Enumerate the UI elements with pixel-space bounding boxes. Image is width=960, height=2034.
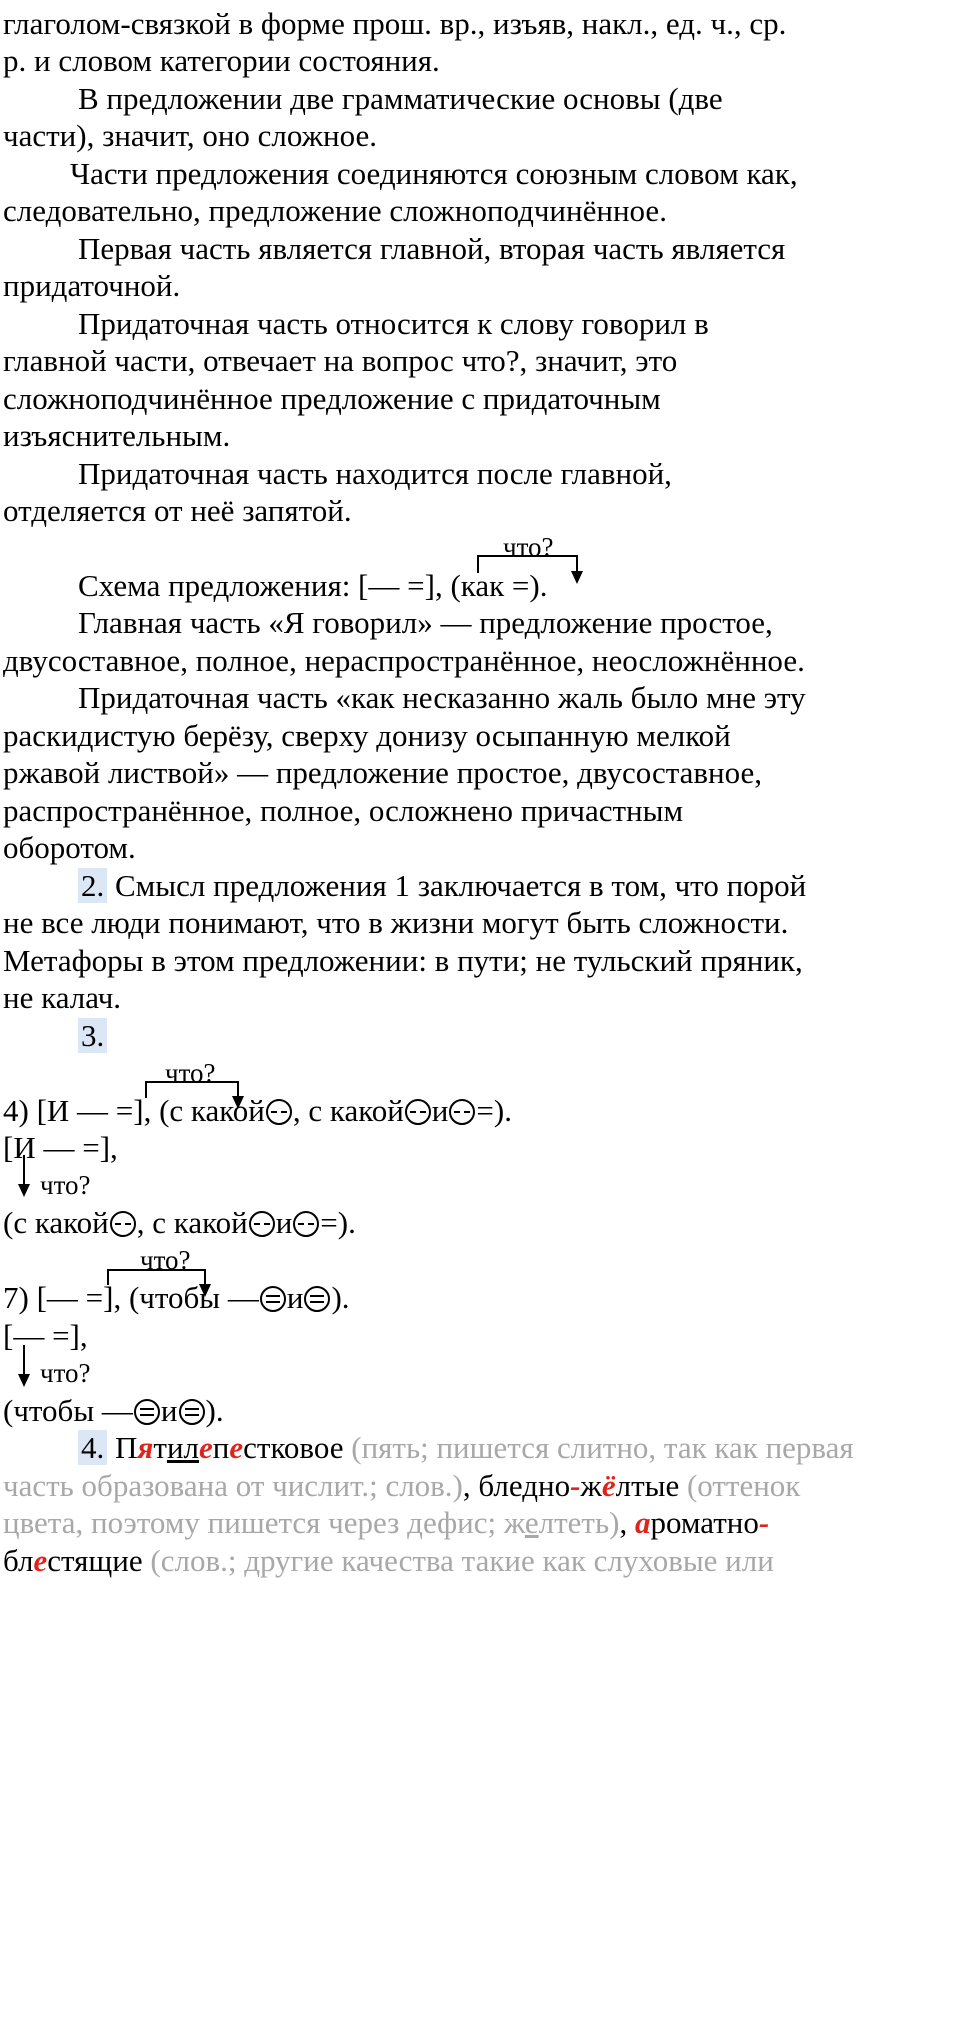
question-label: что?: [40, 1358, 91, 1388]
text-line: В предложении две грамматические основы (две: [78, 81, 723, 116]
text-line: Части предложения соединяются союзным словом как,: [70, 156, 798, 191]
scheme-4-sub: (с какой , с какой и =).: [3, 1205, 356, 1240]
circle-equals-icon: [134, 1399, 160, 1425]
question-label: что?: [140, 1245, 191, 1275]
text-line: следовательно, предложение сложноподчинённое.: [3, 193, 667, 228]
text-line: [78, 1431, 854, 1465]
text-line: не калач.: [3, 980, 122, 1015]
text-line: сложноподчинённое предложение с придаточным: [3, 381, 661, 416]
scheme-line: Схема предложения: [— =], (как =).: [78, 568, 548, 603]
scheme-4-line: 4) [И — =], (с какой , с какой и =).: [3, 1093, 512, 1128]
comment: цвета, поэтому пишется через дефис; ж: [3, 1505, 525, 1540]
text-line: Придаточная часть «как несказанно жаль было мне эту: [78, 680, 806, 715]
text-line: оборотом.: [3, 830, 136, 865]
text-line: Главная часть «Я говорил» — предложение простое,: [78, 605, 773, 640]
text-line: р. и словом категории состояния.: [3, 43, 440, 78]
text-line: изъяснительным.: [3, 418, 231, 453]
item-number: 2.: [78, 868, 107, 903]
scheme-4-main: [И — =],: [3, 1130, 118, 1165]
text-line: двусоставное, полное, нераспространённое, неосложнённое.: [3, 643, 805, 678]
circle-equals-icon: [260, 1286, 286, 1312]
text-line: отделяется от неё запятой.: [3, 493, 352, 528]
text-line: Первая часть является главной, вторая часть является: [78, 231, 786, 266]
comment: (пять; пишется слитно, так как первая: [343, 1430, 854, 1465]
circle-equals-icon: [304, 1286, 330, 1312]
comment: (оттенок: [679, 1468, 801, 1503]
word-pyatilepestkovoe: Пятилепестковое: [115, 1430, 344, 1465]
text-line: придаточной.: [3, 268, 181, 303]
text-line: Придаточная часть относится к слову говорил в: [78, 306, 709, 341]
scheme-7-main: [— =],: [3, 1318, 88, 1353]
comment: (слов.; другие качества такие как слуховые или: [142, 1543, 774, 1578]
scheme-7-sub: (чтобы — и ).: [3, 1393, 224, 1428]
scheme-7-line: 7) [— =], (чтобы — и ).: [3, 1280, 350, 1315]
text-line: главной части, отвечает на вопрос что?, значит, это: [3, 343, 678, 378]
text-line: распространённое, полное, осложнено причастным: [3, 793, 684, 828]
question-label: что?: [40, 1170, 91, 1200]
item-number: 3.: [78, 1018, 107, 1053]
question-label: что?: [503, 532, 554, 562]
text-line: Придаточная часть находится после главной,: [78, 456, 672, 491]
text-line: 2. Смысл предложения 1 заключается в том, что порой: [78, 869, 806, 903]
text-line: глаголом-связкой в форме прош. вр., изъяв, накл., ед. ч., ср.: [3, 6, 787, 41]
text-line: не все люди понимают, что в жизни могут быть сложности.: [3, 905, 789, 940]
text-line: часть образована от числит.; слов.), бледно-жёлтые (оттенок: [3, 1468, 801, 1503]
text-line: Метафоры в этом предложении: в пути; не тульский пряник,: [3, 943, 803, 978]
text-line: цвета, поэтому пишется через дефис; желтеть), ароматно-: [3, 1505, 770, 1540]
circle-equals-icon: [179, 1399, 205, 1425]
question-label: что?: [165, 1058, 216, 1088]
comment: часть образована от числит.; слов.): [3, 1468, 463, 1503]
item-number: 4.: [78, 1430, 107, 1465]
text-line: раскидистую берёзу, сверху донизу осыпанную мелкой: [3, 718, 731, 753]
text-line: части), значит, оно сложное.: [3, 118, 378, 153]
text-line: блестящие (слов.; другие качества такие как слуховые или: [3, 1543, 774, 1578]
text-line: ржавой листвой» — предложение простое, двусоставное,: [3, 755, 763, 790]
